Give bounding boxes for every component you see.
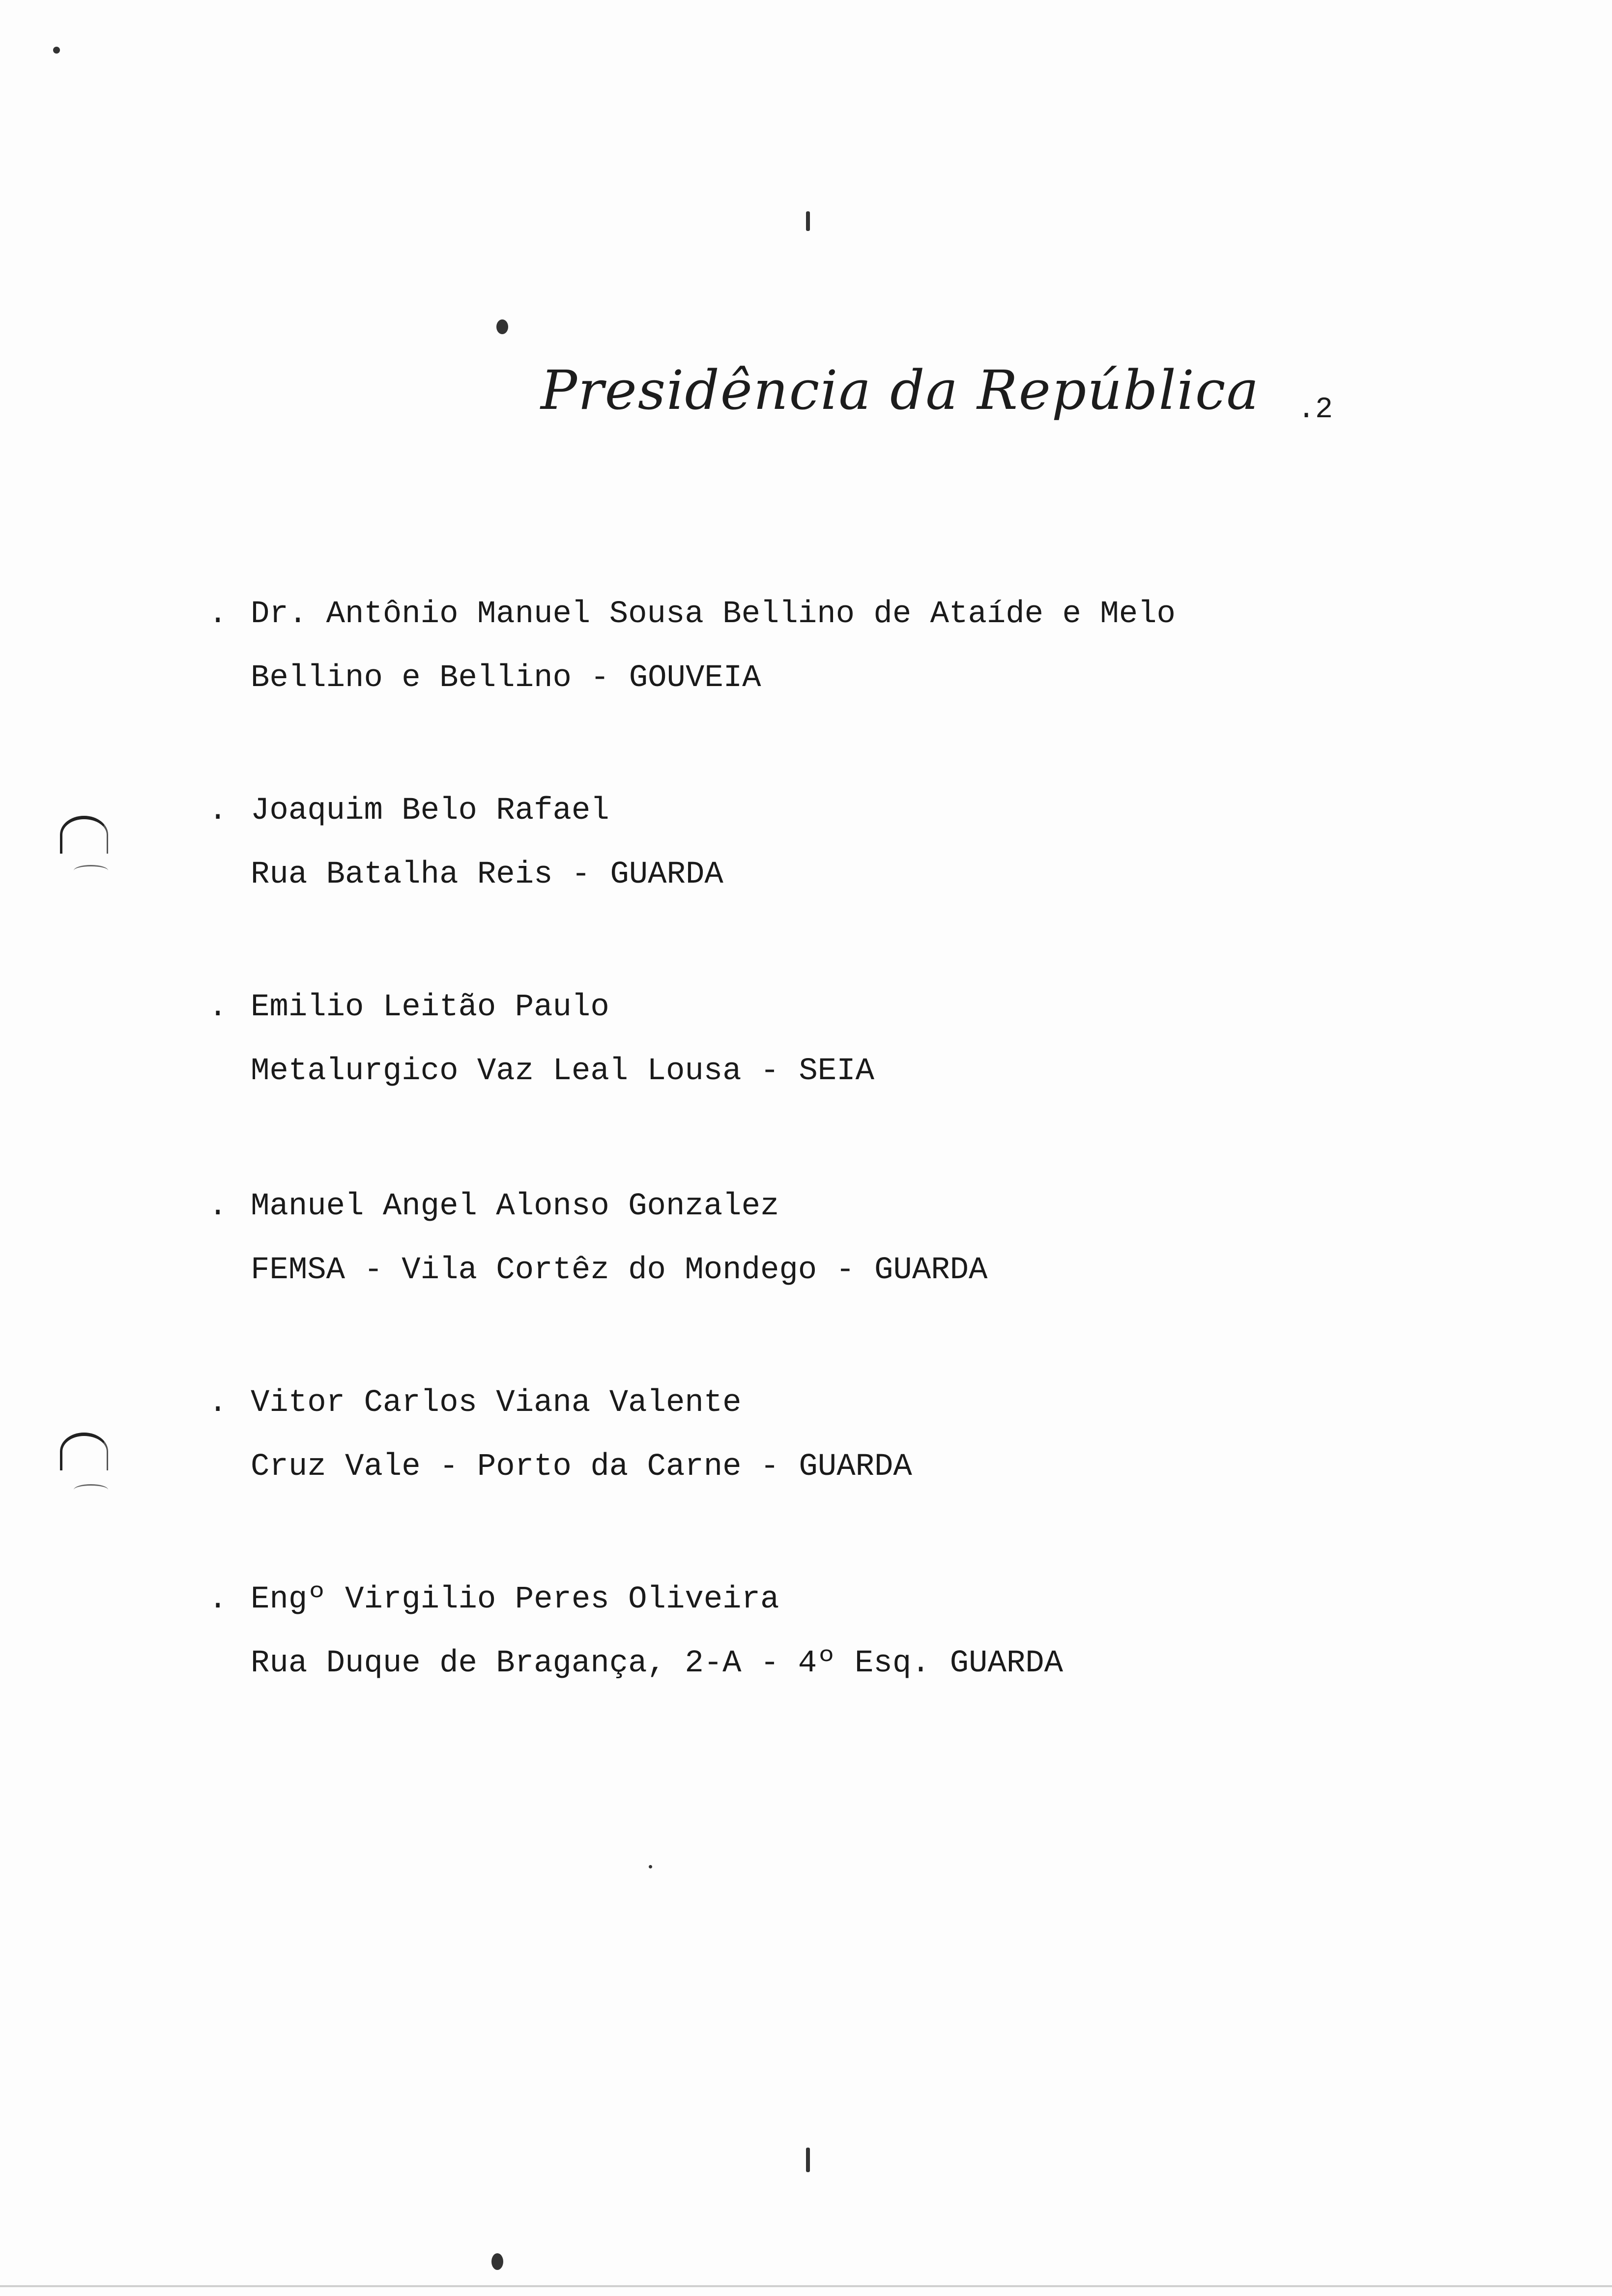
entry-name: Dr. Antônio Manuel Sousa Bellino de Ataíde e Melo bbox=[251, 597, 1176, 632]
list-item bbox=[208, 1175, 988, 1302]
entry-address: Rua Duque de Bragança, 2-A - 4º Esq. bbox=[251, 1646, 930, 1681]
entry-place: GOUVEIA bbox=[629, 660, 761, 696]
page-bottom-edge bbox=[0, 2285, 1612, 2287]
entry-name: Joaquim Belo Rafael bbox=[251, 793, 609, 829]
bullet: . bbox=[208, 1385, 228, 1421]
entry-place: GUARDA bbox=[799, 1449, 912, 1485]
scan-speck bbox=[496, 319, 508, 334]
entry-address: FEMSA - Vila Cortêz do Mondego - bbox=[251, 1253, 855, 1288]
punch-hole-trail bbox=[74, 865, 108, 876]
page-number: .2 bbox=[1297, 393, 1333, 427]
entry-address: Metalurgico Vaz Leal Lousa - bbox=[251, 1054, 779, 1089]
entry-address-line bbox=[211, 1435, 912, 1499]
entry-name: Emilio Leitão Paulo bbox=[251, 990, 609, 1025]
entry-place: GUARDA bbox=[950, 1646, 1064, 1681]
punch-hole-trail bbox=[74, 1484, 108, 1495]
entry-place: SEIA bbox=[799, 1054, 874, 1089]
bullet: . bbox=[208, 597, 228, 632]
entry-address: Rua Batalha Reis - bbox=[251, 857, 591, 892]
bullet: . bbox=[208, 1189, 228, 1224]
scan-speck bbox=[806, 2148, 810, 2172]
entry-address: Cruz Vale - Porto da Carne - bbox=[251, 1449, 779, 1485]
entry-name: Vitor Carlos Viana Valente bbox=[251, 1385, 742, 1421]
scan-speck bbox=[53, 47, 60, 54]
punch-hole-mark bbox=[60, 816, 108, 854]
entry-place: GUARDA bbox=[874, 1253, 988, 1288]
bullet: . bbox=[208, 1582, 228, 1617]
entry-address-line bbox=[211, 1238, 987, 1302]
entry-address-line bbox=[211, 843, 723, 907]
bullet: . bbox=[208, 990, 228, 1025]
entry-place: GUARDA bbox=[610, 857, 723, 892]
entry-address-line bbox=[211, 1039, 874, 1103]
list-item bbox=[208, 582, 1176, 710]
list-item bbox=[208, 976, 874, 1103]
scan-speck bbox=[649, 1865, 652, 1868]
bullet: . bbox=[208, 793, 228, 829]
entry-address-line bbox=[211, 646, 1176, 710]
punch-hole-mark bbox=[60, 1433, 108, 1470]
entry-address: Bellino e Bellino - bbox=[251, 660, 609, 696]
letterhead-title: Presidência da República bbox=[541, 359, 1260, 422]
list-item bbox=[208, 1371, 912, 1499]
list-item bbox=[208, 779, 723, 907]
entry-name: Manuel Angel Alonso Gonzalez bbox=[251, 1189, 779, 1224]
list-item bbox=[208, 1568, 1064, 1695]
entry-name: Engº Virgilio Peres Oliveira bbox=[251, 1582, 779, 1617]
scan-speck bbox=[491, 2253, 503, 2270]
entry-address-line bbox=[211, 1632, 1063, 1695]
scan-speck bbox=[806, 211, 810, 231]
